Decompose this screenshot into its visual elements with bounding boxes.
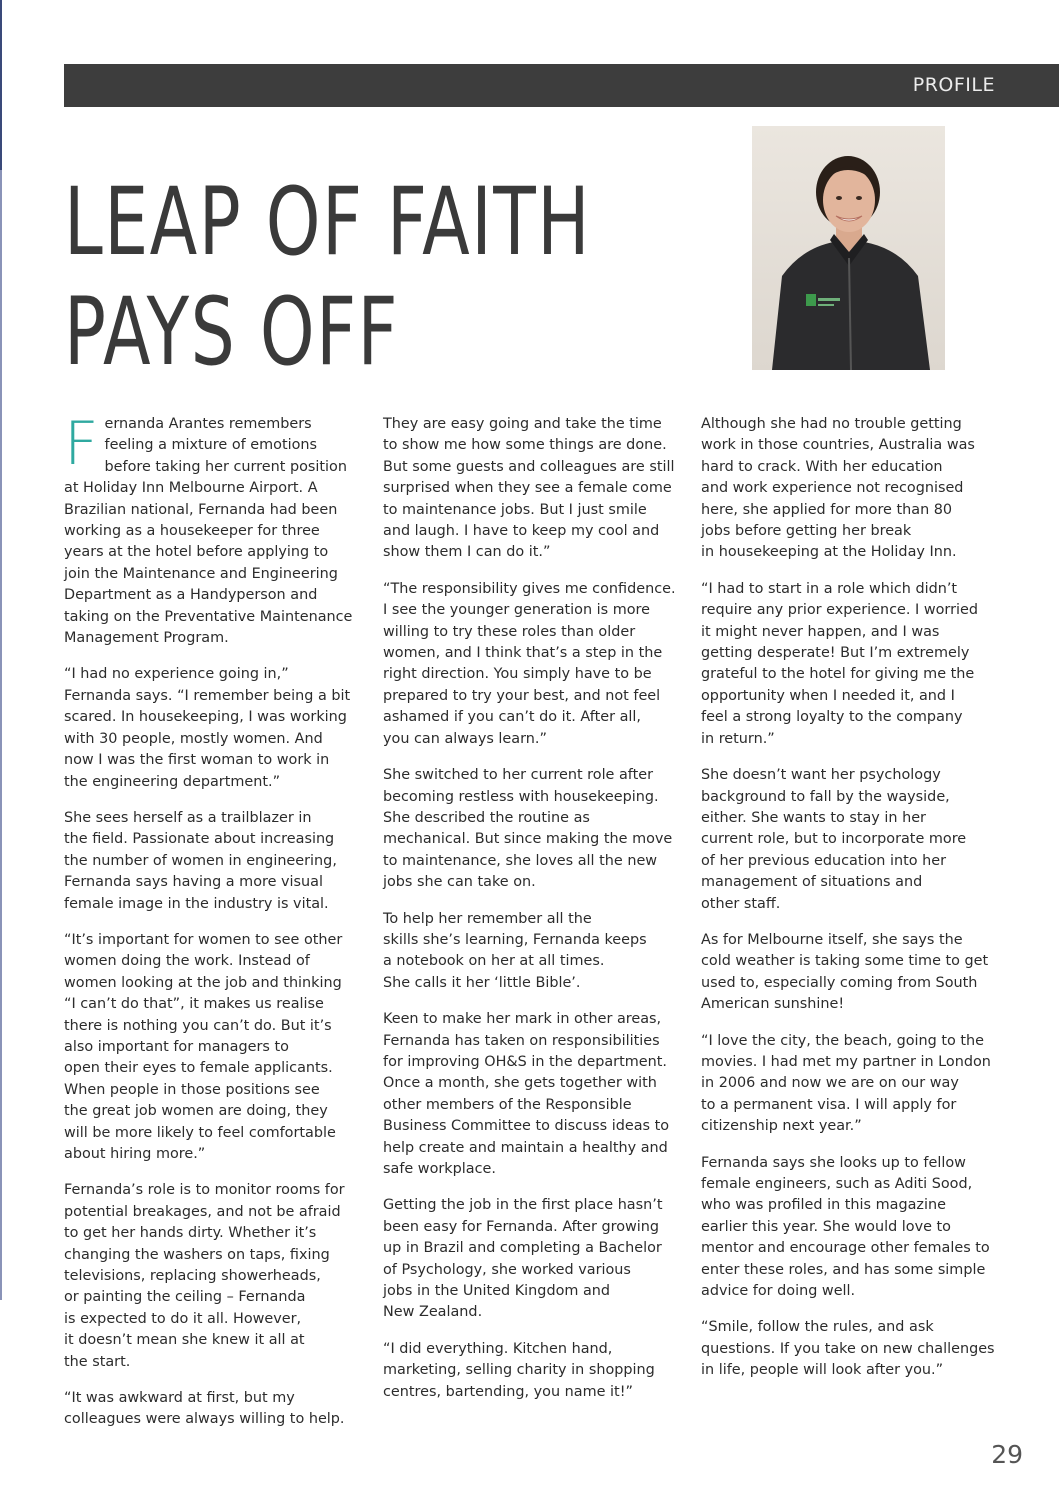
article-column-1 [64, 409, 364, 1446]
paragraph: Keen to make her mark in other areas, Fernanda has taken on responsibilities for improving OH&S in the department. Once a month, she gets together with other members of the Responsible Business Committee to discuss ideas to help create and maintain a healthy and safe workplace. [383, 1011, 670, 1177]
article-column-3 [701, 414, 1001, 1397]
paragraph: “The responsibility gives me confidence. I see the younger generation is more willing to try these roles than older women, and I think that’s a step in the right direction. You simply have to be prepared to try your best, and not feel ashamed if you can’t do it. After all, you can always learn.” [383, 580, 676, 747]
paragraph: She switched to her current role after becoming restless with housekeeping. She described the routine as mechanical. But since making the move to maintenance, she loves all the new jobs she can take on. [383, 767, 673, 891]
paragraph: “Smile, follow the rules, and ask questions. If you take on new challenges in life, people will look after you.” [701, 1319, 995, 1379]
paragraph: “It was awkward at first, but my colleagues were always willing to help. [64, 1390, 345, 1428]
article-headline [64, 168, 591, 388]
portrait-photo [752, 126, 945, 370]
paragraph: “I love the city, the beach, going to the movies. I had met my partner in London in 2006 and now we are on our way to a permanent visa. I will apply for citizenship next year.” [701, 1032, 991, 1135]
paragraph-intro [64, 409, 364, 649]
intro-text: ernanda Arantes remembers feeling a mixture of emotions before taking her current position at Holiday Inn Melbourne Airport. A Brazilian national, Fernanda had been working as a housekeeper for three years at the hotel before applying to join the Maintenance and Engineering Department as a Handyperson and taking on the Preventative Maintenance Management Program. [64, 416, 353, 647]
page-edge-line [0, 0, 2, 1300]
headline-line-1: LEAP OF FAITH [64, 168, 591, 277]
paragraph: As for Melbourne itself, she says the cold weather is taking some time to get used to, especially coming from South American sunshine! [701, 931, 989, 1013]
paragraph: “I did everything. Kitchen hand, marketing, selling charity in shopping centres, bartending, you name it!” [383, 1340, 655, 1400]
paragraph: She sees herself as a trailblazer in the field. Passionate about increasing the number of women in engineering, Fernanda says having a more visual female image in the industry is vital. [64, 809, 337, 912]
paragraph: Fernanda says she looks up to fellow female engineers, such as Aditi Sood, who was profiled in this magazine earlier this year. She would love to mentor and encourage other females to enter these roles, and has some simple advice for doing well. [701, 1154, 990, 1300]
paragraph: They are easy going and take the time to show me how some things are done. But some guests and colleagues are still surprised when they see a female come to maintenance jobs. But I just smile and laugh. I have to keep my cool and show them I can do it.” [383, 416, 675, 561]
section-header-bar [64, 64, 1059, 107]
article-column-2 [383, 414, 683, 1418]
paragraph: Although she had no trouble getting work in those countries, Australia was hard to crack. With her education and work experience not recognised here, she applied for more than 80 jobs before getting her break in housekeeping at the Holiday Inn. [701, 416, 975, 561]
paragraph: Fernanda’s role is to monitor rooms for potential breakages, and not be afraid to get her hands dirty. Whether it’s changing the washers on taps, fixing televisions, replacing showerheads, or painting the ceiling – Fernanda is expected to do it all. However, it doesn’t mean she knew it all at the start. [64, 1182, 345, 1370]
paragraph: She doesn’t want her psychology background to fall by the wayside, either. She wants to stay in her current role, but to incorporate more of her previous education into her management of situations and other staff. [701, 767, 967, 912]
paragraph: Getting the job in the first place hasn’t been easy for Fernanda. After growing up in Brazil and completing a Bachelor of Psychology, she worked various jobs in the United Kingdom and New Zealand. [383, 1197, 663, 1321]
headline-line-2: PAYS OFF [64, 278, 400, 387]
page-number: 29 [991, 1440, 1023, 1469]
portrait-illustration [752, 126, 945, 370]
drop-cap: F [64, 409, 99, 479]
paragraph: “It’s important for women to see other women doing the work. Instead of women looking at the job and thinking “I can’t do that”, it makes us realise there is nothing you can’t do. But it’s also important for managers to open their eyes to female applicants. When people in those positions see the great job women are doing, they will be more likely to feel comfortable about hiring more.” [64, 931, 343, 1162]
paragraph: To help her remember all the skills she’s learning, Fernanda keeps a notebook on her at all times. She calls it her ‘little Bible’. [383, 910, 647, 991]
paragraph: “I had no experience going in,” Fernanda says. “I remember being a bit scared. In housekeeping, I was working with 30 people, mostly women. And now I was the first woman to work in the engineering department.” [64, 666, 351, 790]
section-label: PROFILE [912, 74, 995, 96]
paragraph: “I had to start in a role which didn’t require any prior experience. I worried it might never happen, and I was getting desperate! But I’m extremely grateful to the hotel for giving me the opportunity when I needed it, and I feel a strong loyalty to the company in return.” [701, 580, 978, 747]
